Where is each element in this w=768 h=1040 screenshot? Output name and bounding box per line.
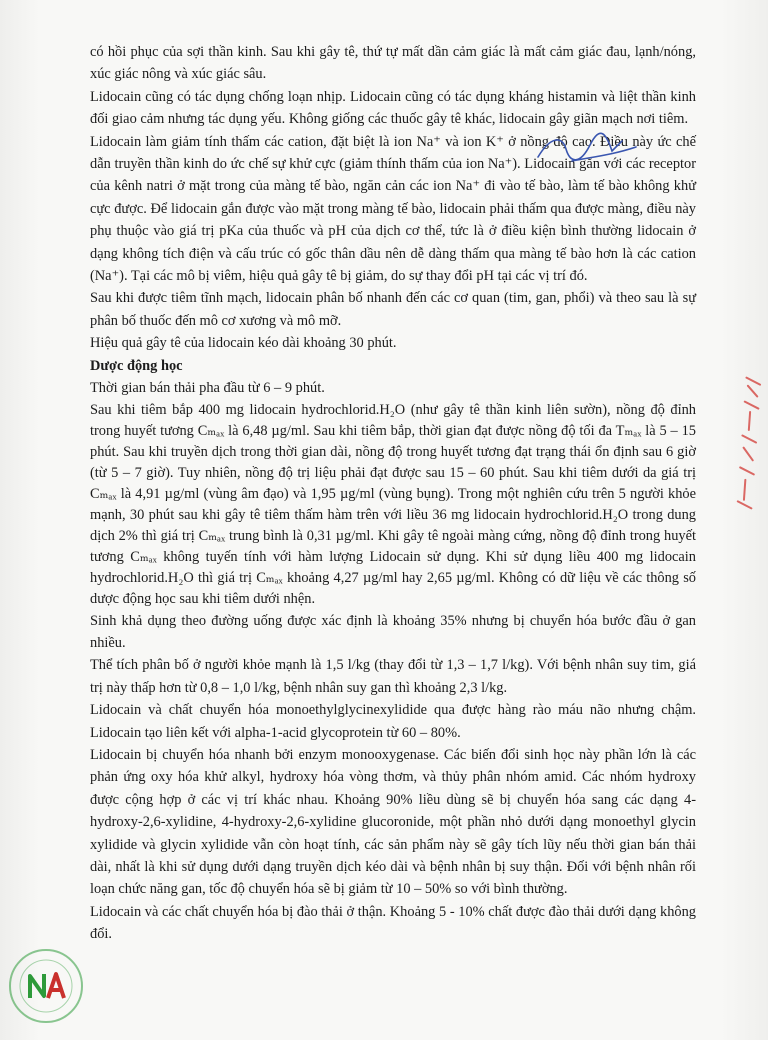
side-stamp-mark (733, 371, 765, 512)
paragraph-nerve-recovery: có hồi phục của sợi thần kinh. Sau khi gây tê, thứ tự mất dần cảm giác là mất cảm giác đau, lạnh/nóng, xúc giác nông và xúc giác sâu. (90, 44, 696, 83)
paragraph-duration: Hiệu quả gây tê của lidocain kéo dài khoảng 30 phút. (90, 335, 397, 352)
paragraph-elimination: Lidocain và các chất chuyển hóa bị đào thải ở thận. Khoảng 5 - 10% chất được đào thải dưới dạng không đổi. (90, 903, 696, 943)
paragraph-metabolism: Lidocain bị chuyển hóa nhanh bởi enzym monooxygenase. Các biến đổi sinh học này phần lớn là các phản ứng oxy hóa khử alkyl, hydroxy hóa vòng thơm, và thủy phân nhóm amid. Các nhóm hydroxy được cộng hợp ở các vị trí khác nhau. Khoảng 90% liều dùng sẽ bị chuyển hóa sang các dạng 4-hydroxy-2,6-xylidine, 4-hydroxy-2,6-xylidine glucoronide, một phần nhỏ dưới dạng monoethyl glycin xylidide và glycin xylidide vẫn còn hoạt tính, các sản phẩm này sẽ gây tích lũy nếu thời gian bán thải dài, nhất là khi sử dụng dưới dạng truyền dịch kéo dài và bệnh nhân bị suy thận. Đối với bệnh nhân rối loạn chức năng gan, tốc độ chuyển hóa sẽ bị giảm từ 10 – 50% so với bình thường. (90, 746, 696, 898)
document-body (90, 41, 696, 946)
paragraph-distribution: Sau khi được tiêm tĩnh mạch, lidocain phân bố nhanh đến các cơ quan (tim, gan, phổi) và theo sau là sự phân bố thuốc đến mô cơ xương và mô mỡ. (90, 290, 696, 329)
pharmacy-logo (4, 944, 88, 1028)
paragraph-blood-brain-barrier: Lidocain và chất chuyển hóa monoethylglycinexylidide qua được hàng rào máu não nhưng chậm. Lidocain tạo liên kết với alpha-1-acid glycoprotein từ 60 – 80%. (90, 702, 696, 741)
paragraph-mechanism: Lidocain làm giảm tính thấm các cation, đặt biệt là ion Na⁺ và ion K⁺ ở nồng độ cao. Điều này ức chế dẫn truyền thần kinh do ức chế sự khử cực (giảm thính thấm của ion Na⁺). Lidocain gắn với các receptor của kênh natri ở mặt trong của màng tế bào, ngăn cản các ion Na⁺ đi vào tế bào, làm tế bào không khử cực được. Để lidocain gắn được vào mặt trong màng tế bào, lidocain phải thấm qua được màng, điều này phụ thuộc vào giá trị pKa của thuốc và pH của dịch cơ thể, tức là ở điều kiện bình thường lidocain ở dạng không tích điện và cấu trúc có gốc thân dầu nên dễ dàng thấm qua màng tế bào hơn là các cation (Na⁺). Tại các mô bị viêm, hiệu quả gây tê bị giảm, do sự thay đổi pH tại các vị trí đó. (90, 133, 696, 285)
paragraph-half-life: Thời gian bán thải pha đầu từ 6 – 9 phút. (90, 380, 325, 397)
paragraph-bioavailability: Sinh khả dụng theo đường uống được xác định là khoảng 35% nhưng bị chuyển hóa bước đầu ở gan nhiều. (90, 612, 696, 651)
signature-scribble (532, 127, 642, 171)
section-heading-pharmacokinetics: Dược động học (90, 357, 183, 374)
paragraph-absorption: Sau khi tiêm bắp 400 mg lidocain hydrochlorid.H₂O (như gây tê thần kinh liên sườn), nồng độ đỉnh trong huyết tương Cₘₐₓ là 6,48 µg/ml. Sau khi tiêm bắp, thời gian đạt được nồng độ tối đa Tₘₐₓ là 5 – 15 phút. Sau khi truyền dịch trong thời gian dài, nồng độ trong huyết tương đạt trạng thái ổn định sau 6 giờ (từ 5 – 7 giờ). Tuy nhiên, nồng độ trị liệu phải đạt được sau 15 – 60 phút. Sau khi tiêm dưới da giá trị Cₘₐₓ là 4,91 µg/ml (vùng âm đạo) và 1,95 µg/ml (vùng bụng). Trong một nghiên cứu trên 5 người khỏe mạnh, 30 phút sau khi gây tê tiêm thấm hàm trên với liều 36 mg lidocain hydrochlorid.H₂O trong dung dịch 2% thì giá trị Cₘₐₓ trung bình là 0,31 µg/ml. Khi gây tê ngoài màng cứng, nồng độ đỉnh trong huyết tương Cₘₐₓ không tuyến tính với hàm lượng Lidocain sử dụng. Khi sử dụng liều 400 mg lidocain hydrochlorid.H₂O thì giá trị Cₘₐₓ khoảng 4,27 µg/ml hay 2,65 µg/ml. Không có dữ liệu về các thông số dược động học sau khi tiêm dưới nhện. (90, 401, 696, 607)
paragraph-antiarrhythmic: Lidocain cũng có tác dụng chống loạn nhịp. Lidocain cũng có tác dụng kháng histamin và liệt thần kinh đối giao cảm nhưng tác dụng yếu. Không giống các thuốc gây tê khác, lidocain gây giãn mạch nơi tiêm. (90, 88, 696, 128)
paragraph-volume-distribution: Thể tích phân bố ở người khỏe mạnh là 1,5 l/kg (thay đổi từ 1,3 – 1,7 l/kg). Với bệnh nhân suy tim, giá trị này thấp hơn từ 0,8 – 1,0 l/kg, bệnh nhân suy gan thì khoảng 2,3 l/kg. (90, 657, 696, 696)
